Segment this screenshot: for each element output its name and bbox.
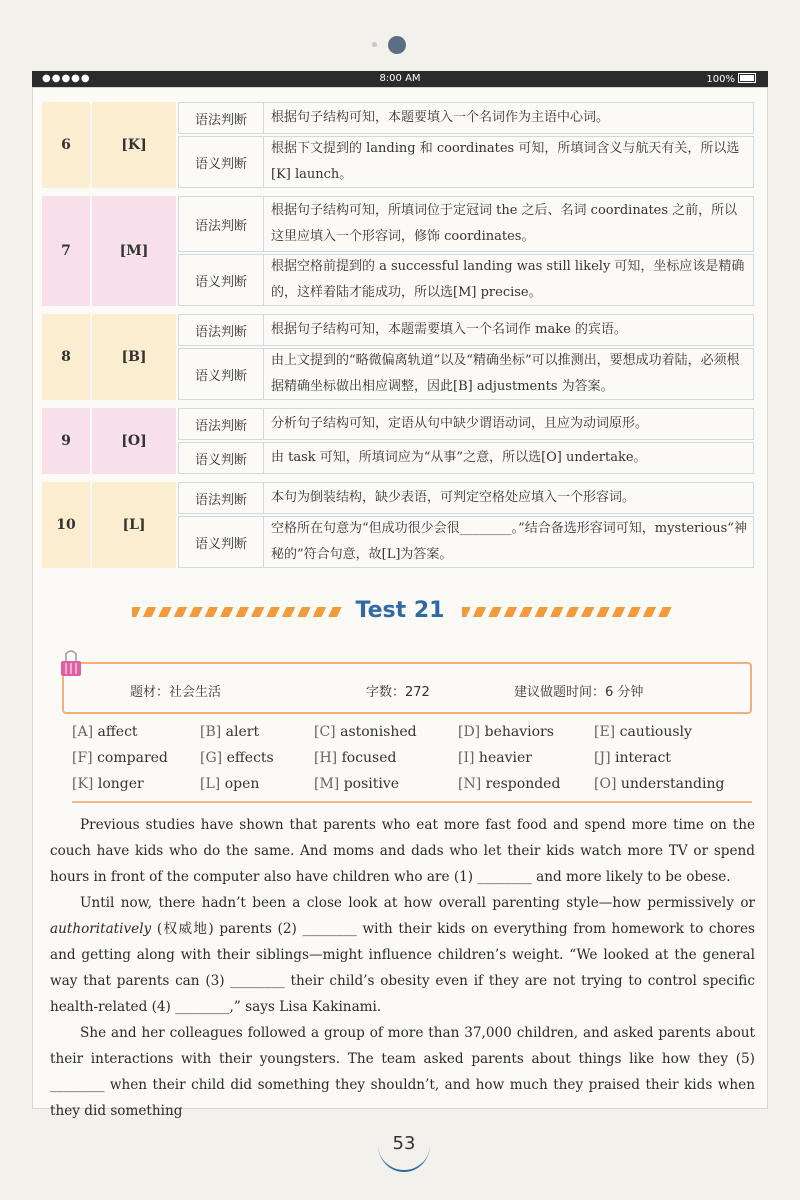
option-N: [N] responded <box>458 776 561 792</box>
option-G: [G] effects <box>200 750 274 766</box>
word-count: 字数：272 <box>366 685 430 700</box>
option-H: [H] focused <box>314 750 397 766</box>
option-D: [D] behaviors <box>458 724 554 740</box>
battery-indicator <box>706 73 756 85</box>
answer-letter: [K] <box>92 102 176 188</box>
row-tag: 语法判断 <box>179 483 264 513</box>
test-info-box <box>62 662 752 714</box>
row-tag: 语义判断 <box>179 443 264 473</box>
row-tag: 语法判断 <box>179 103 264 133</box>
option-B: [B] alert <box>200 724 260 740</box>
row-text: 由上文提到的“略微偏离轨道”以及“精确坐标”可以推测出，要想成功着陆，必须根据精确坐标做出相应调整，因此[B] adjustments 为答案。 <box>271 353 740 394</box>
semantic-row <box>178 516 754 568</box>
option-O: [O] understanding <box>594 776 725 792</box>
option-L: [L] open <box>200 776 260 792</box>
paragraph-2: Until now, there hadn’t been a close look at how overall parenting style—how permissively or authoritatively (权威地) parents (2) ________ with their kids on everything from homework to chores and getting along with their siblings—might influence children’s weight. “We looked at the general way that parents can (3) ________ their child’s obesity even if they are not trying to control specific health-related (4) ________,” says Lisa Kakinami. <box>50 895 755 1015</box>
test-title: Test 21 <box>355 598 445 623</box>
paragraph-3: She and her colleagues followed a group of more than 37,000 children, and asked parents about their interactions with their youngsters. The team asked parents about things like how they (5) ________ when their child did something they shouldn’t, and how much they praised their kids when they did something <box>50 1025 755 1119</box>
option-E: [E] cautiously <box>594 724 692 740</box>
row-tag: 语法判断 <box>179 409 264 439</box>
divider <box>72 801 752 803</box>
grammar-row <box>178 196 754 252</box>
front-camera <box>388 36 406 54</box>
reading-passage <box>50 812 755 1124</box>
option-F: [F] compared <box>72 750 168 766</box>
clock: 8:00 AM <box>379 73 421 84</box>
row-text: 根据下文提到的 landing 和 coordinates 可知，所填词含义与航天有关，所以选[K] launch。 <box>271 141 740 182</box>
answer-block-9 <box>42 408 754 474</box>
question-number: 7 <box>42 196 90 306</box>
row-text: 分析句子结构可知，定语从句中缺少谓语动词，且应为动词原形。 <box>271 416 649 431</box>
row-tag: 语法判断 <box>179 197 264 251</box>
row-tag: 语法判断 <box>179 315 264 345</box>
answer-block-10 <box>42 482 754 568</box>
grammar-row <box>178 314 754 346</box>
row-text: 由 task 可知，所填词应为“从事”之意，所以选[O] undertake。 <box>271 450 647 465</box>
semantic-row <box>178 254 754 306</box>
answer-letter: [O] <box>92 408 176 474</box>
grammar-row <box>178 408 754 440</box>
row-text: 根据句子结构可知，本题需要填入一个名词作 make 的宾语。 <box>271 322 627 337</box>
question-number: 8 <box>42 314 90 400</box>
option-I: [I] heavier <box>458 750 532 766</box>
battery-icon <box>738 73 756 83</box>
row-text: 本句为倒装结构，缺少表语，可判定空格处应填入一个形容词。 <box>271 490 636 505</box>
binder-clip-icon <box>60 648 82 678</box>
signal-indicator: ●●●●● <box>42 73 91 84</box>
option-C: [C] astonished <box>314 724 417 740</box>
question-number: 6 <box>42 102 90 188</box>
semantic-row <box>178 442 754 474</box>
answer-letter: [L] <box>92 482 176 568</box>
answer-letter: [M] <box>92 196 176 306</box>
row-text: 根据句子结构可知，本题要填入一个名词作为主语中心词。 <box>271 110 610 125</box>
row-tag: 语义判断 <box>179 255 264 305</box>
row-text: 根据空格前提到的 a successful landing was still likely 可知，坐标应该是精确的，这样着陆才能成功，所以选[M] precise。 <box>271 259 745 300</box>
suggested-time: 建议做题时间：6 分钟 <box>514 685 644 700</box>
grammar-row <box>178 482 754 514</box>
row-tag: 语义判断 <box>179 349 264 399</box>
answer-letter: [B] <box>92 314 176 400</box>
answer-block-8 <box>42 314 754 400</box>
row-text: 根据句子结构可知，所填词位于定冠词 the 之后、名词 coordinates 之前，所以这里应填入一个形容词，修饰 coordinates。 <box>271 203 738 244</box>
option-K: [K] longer <box>72 776 144 792</box>
answer-block-6 <box>42 102 754 188</box>
battery-percent: 100% <box>706 74 735 85</box>
semantic-row <box>178 348 754 400</box>
row-tag: 语义判断 <box>179 517 264 567</box>
semantic-row <box>178 136 754 188</box>
row-text: 空格所在句意为“但成功很少会很________。”结合备选形容词可知，mysterious“神秘的”符合句意，故[L]为答案。 <box>271 521 747 562</box>
paragraph-1: Previous studies have shown that parents who eat more fast food and spend more time on the couch have kids who do the same. And moms and dads who let their kids watch more TV or spend hours in front of the computer also have children who are (1) ________ and more likely to be obese. <box>50 817 755 885</box>
option-A: [A] affect <box>72 724 138 740</box>
grammar-row <box>178 102 754 134</box>
question-number: 9 <box>42 408 90 474</box>
option-M: [M] positive <box>314 776 400 792</box>
answer-block-7 <box>42 196 754 306</box>
topic-label: 题材：社会生活 <box>130 685 222 700</box>
row-tag: 语义判断 <box>179 137 264 187</box>
status-bar <box>32 71 768 87</box>
question-number: 10 <box>42 482 90 568</box>
camera-indicator <box>372 42 377 47</box>
option-J: [J] interact <box>594 750 671 766</box>
page-number: 53 <box>378 1118 430 1172</box>
